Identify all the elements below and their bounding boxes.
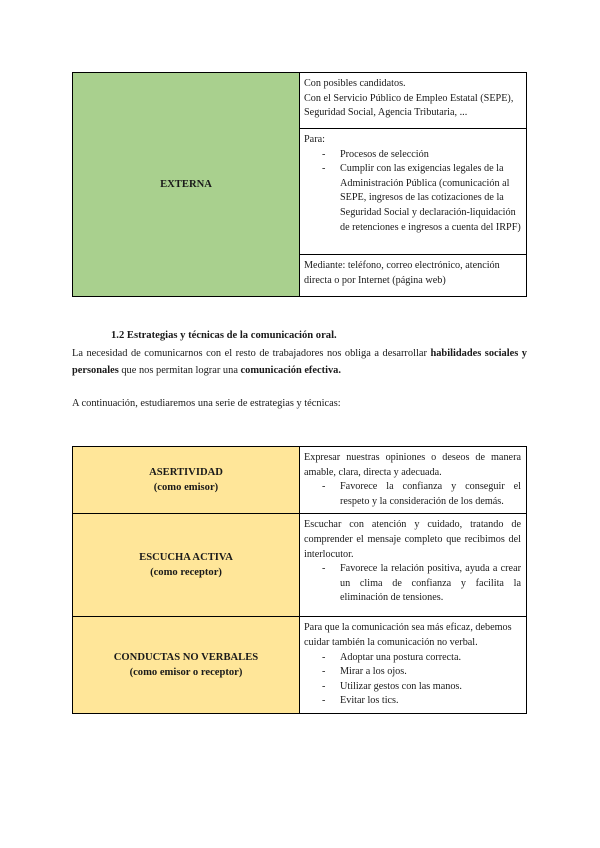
intro-text-c: que nos permitan lograr una: [118, 365, 241, 376]
list-item: - Adoptar una postura correcta.: [340, 651, 521, 666]
row-title: ASERTIVIDAD: [149, 467, 223, 479]
list-item: - Procesos de selección: [340, 148, 521, 163]
purposes-cell: [300, 129, 527, 255]
strategies-table: [72, 446, 527, 714]
intro-paragraph: [72, 345, 527, 379]
institutions-line: Con el Servicio Público de Empleo Estatal (SEPE), Seguridad Social, Agencia Tributaria, ...: [304, 92, 514, 119]
nonverbal-label-cell: [73, 617, 300, 714]
list-item: - Evitar los tics.: [340, 694, 521, 709]
purposes-list: [304, 148, 521, 236]
list-item: - Favorece la confianza y conseguir el respeto y la consideración de los demás.: [340, 480, 521, 509]
list-item: - Favorece la relación positiva, ayuda a crear un clima de confianza y facilita la eliminación de tensiones.: [340, 562, 521, 606]
purposes-intro: Para:: [304, 134, 325, 145]
row-description: Expresar nuestras opiniones o deseos de manera amable, clara, directa y adecuada.: [304, 452, 521, 478]
list-item: - Cumplir con las exigencias legales de la Administración Pública (comunicación al SEPE, ingresos de las cotizaciones de la Seguridad Social y declaración-liquidación de retenciones e ingresos a cuenta del IRPF): [340, 162, 521, 235]
candidates-line: Con posibles candidatos.: [304, 78, 406, 89]
channels-text: Mediante: teléfono, correo electrónico, atención directa o por Internet (página web): [304, 260, 500, 286]
row-subtitle: (como receptor): [150, 567, 222, 579]
section-heading: 1.2 Estrategias y técnicas de la comunicación oral.: [111, 330, 337, 341]
row-subtitle: (como emisor): [153, 482, 219, 494]
channels-cell: [300, 255, 527, 297]
row-subtitle: (como emisor o receptor): [129, 667, 243, 679]
list-item: - Utilizar gestos con las manos.: [340, 680, 521, 695]
assertiveness-label-cell: [73, 447, 300, 514]
external-communication-table: [72, 72, 527, 297]
list-item: - Mirar a los ojos.: [340, 665, 521, 680]
intro-bold-skills: habilidades sociales y personales: [72, 348, 527, 376]
row-list: [304, 562, 521, 606]
active-listening-desc-cell: [300, 514, 527, 617]
row-title: ESCUCHA ACTIVA: [139, 552, 233, 564]
intro-text-a: La necesidad de comunicarnos con el resto de trabajadores nos obliga a desarrollar: [72, 348, 431, 359]
nonverbal-desc-cell: [300, 617, 527, 714]
intro-bold-effective: comunicación efectiva.: [240, 365, 341, 376]
externa-label-cell: [73, 73, 300, 297]
externa-label: EXTERNA: [160, 179, 212, 190]
row-title: CONDUCTAS NO VERBALES: [113, 652, 259, 664]
row-description: Escuchar con atención y cuidado, tratando de comprender el mensaje completo que recibimos del interlocutor.: [304, 519, 521, 560]
candidates-cell: [300, 73, 527, 129]
row-description: Para que la comunicación sea más eficaz, debemos cuidar también la comunicación no verbal.: [304, 622, 512, 648]
row-list: [304, 480, 521, 509]
row-list: [304, 651, 521, 709]
assertiveness-desc-cell: [300, 447, 527, 514]
strategies-intro-paragraph: A continuación, estudiaremos una serie de estrategias y técnicas:: [72, 398, 341, 409]
active-listening-label-cell: [73, 514, 300, 617]
